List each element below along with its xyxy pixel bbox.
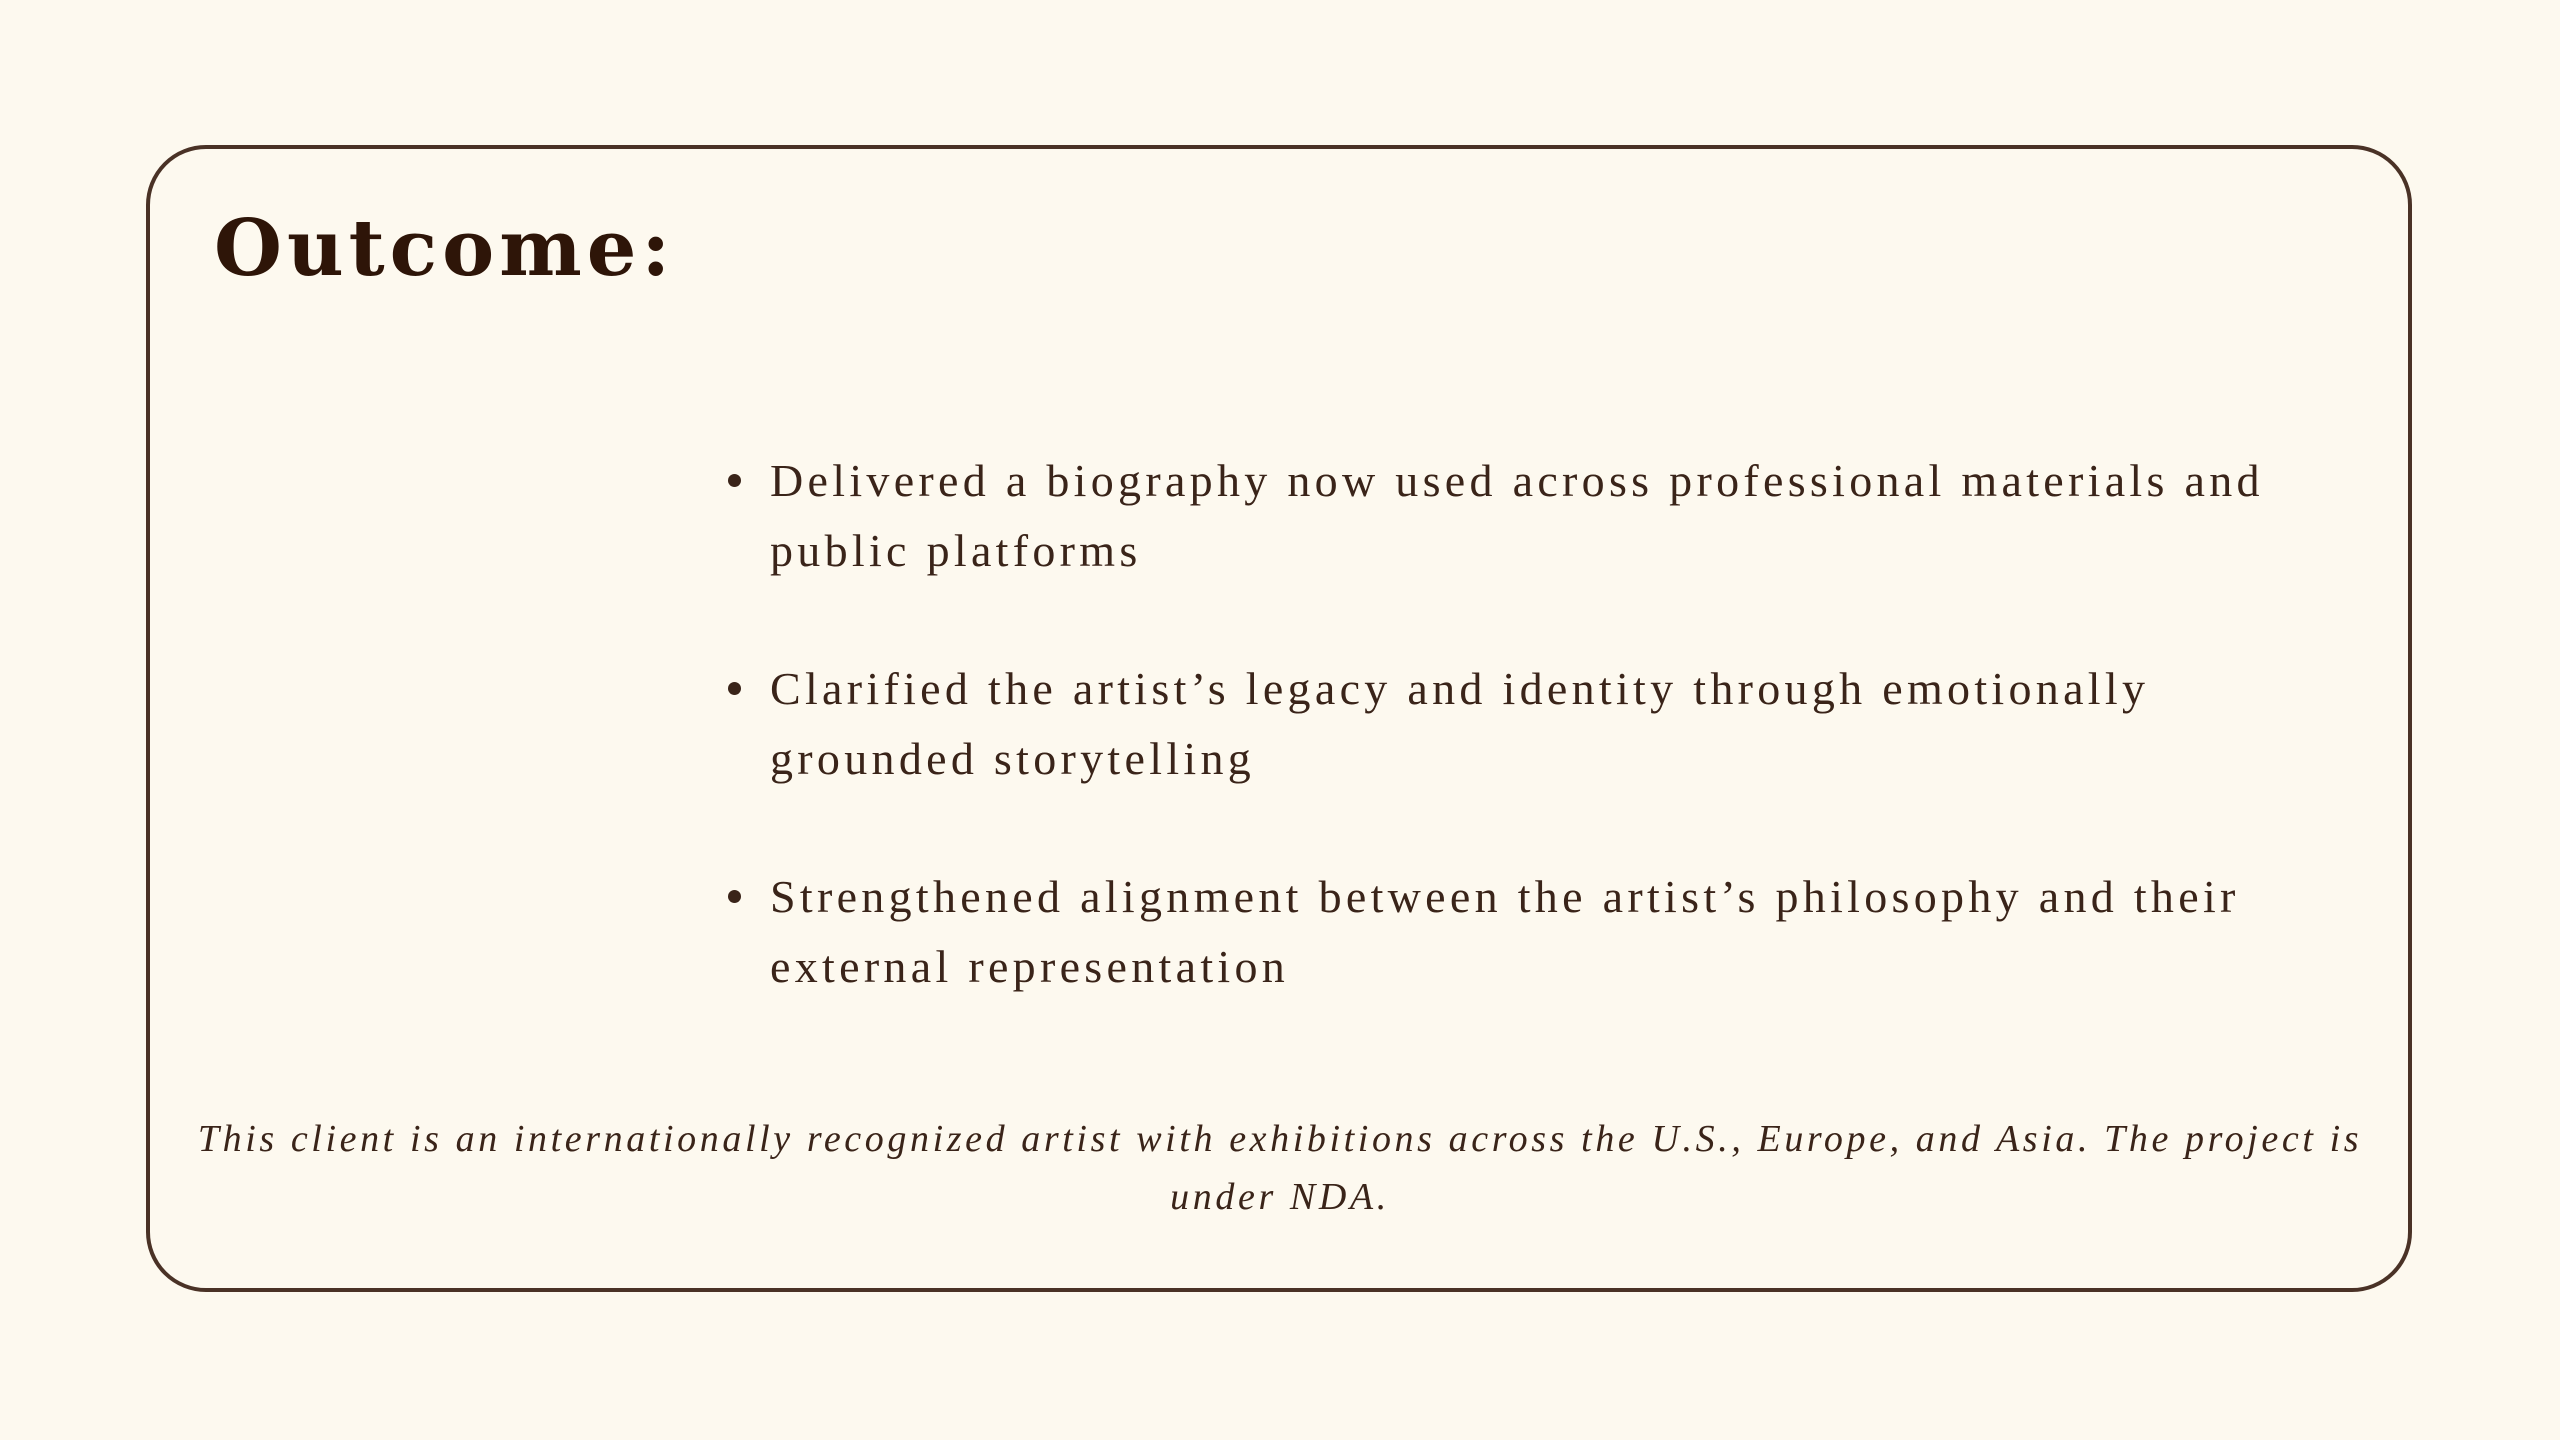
client-footnote: This client is an internationally recognized artist with exhibitions across the U.S., Europe, and Asia. The project is under NDA.: [197, 1118, 2363, 1218]
list-item-text: Delivered a biography now used across professional materials and public platforms: [770, 455, 2264, 576]
outcome-list: [760, 446, 2300, 1070]
bullet-dot-icon: [728, 682, 741, 695]
list-item: [760, 446, 2300, 586]
list-item-text: Clarified the artist’s legacy and identity through emotionally grounded storytelling: [770, 663, 2150, 784]
bullet-dot-icon: [728, 890, 741, 903]
outcome-title: Outcome:: [214, 203, 676, 294]
list-item: [760, 654, 2300, 794]
list-item-text: Strengthened alignment between the artist’s philosophy and their external representation: [770, 871, 2240, 992]
list-item: [760, 862, 2300, 1002]
bullet-dot-icon: [728, 474, 741, 487]
